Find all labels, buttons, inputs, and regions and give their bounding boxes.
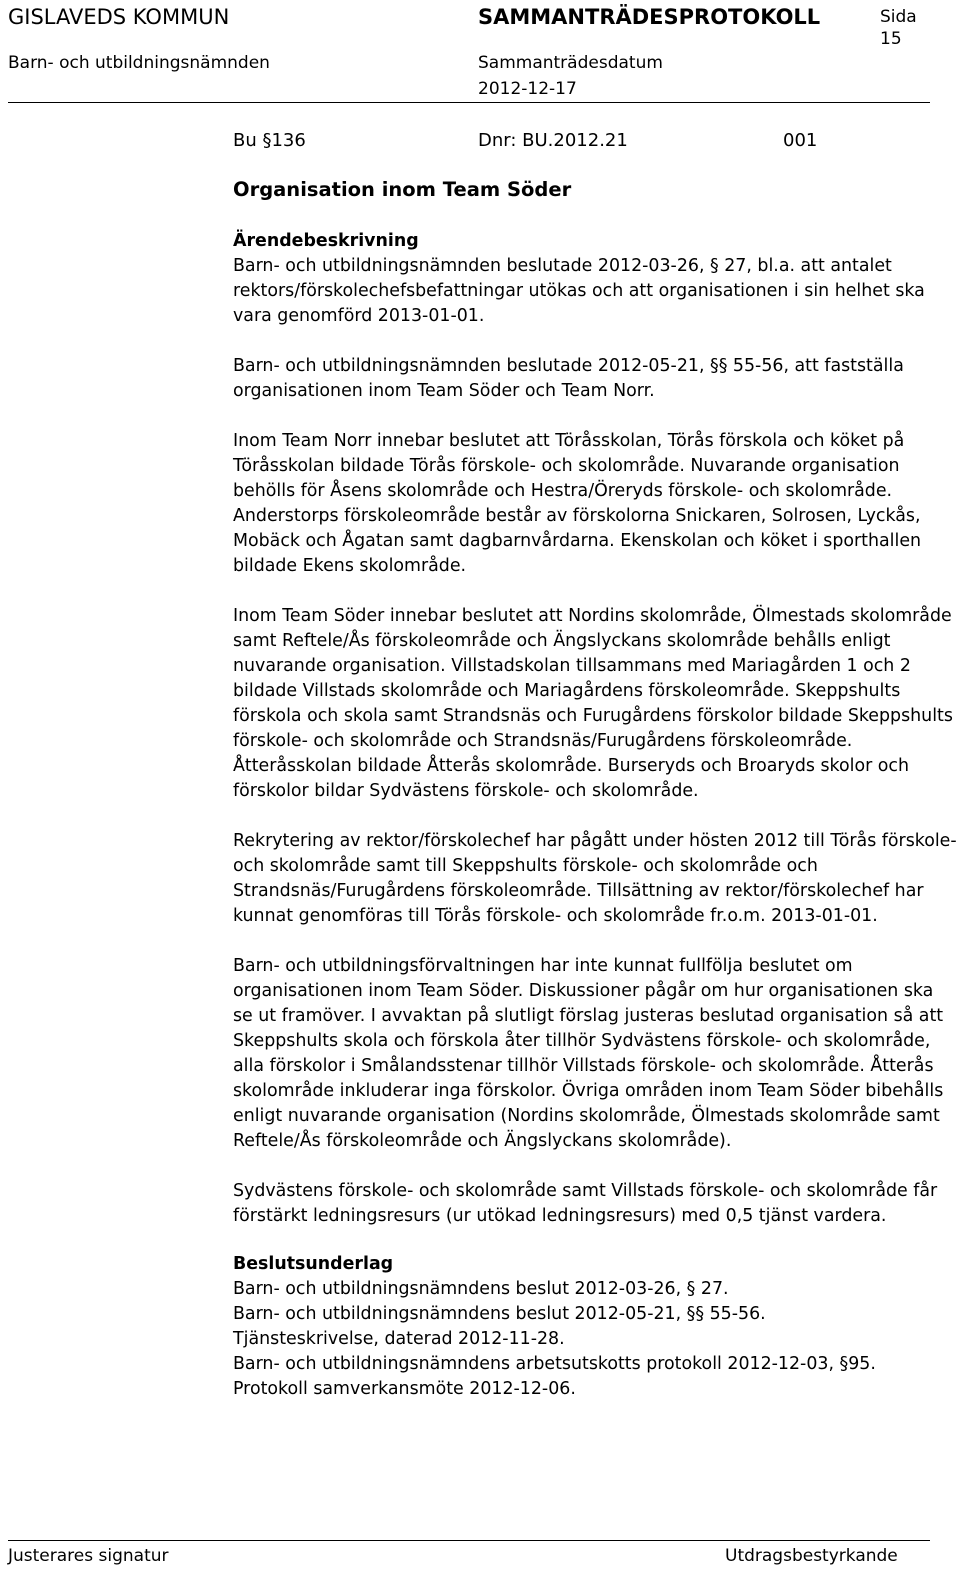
basis-item: Tjänsteskrivelse, daterad 2012-11-28. [233,1329,565,1349]
case-title: Organisation inom Team Söder [233,178,572,201]
committee-name: Barn- och utbildningsnämnden [8,53,270,73]
paragraph-1: Barn- och utbildningsnämnden beslutade 2012-03-26, § 27, bl.a. att antalet rektors/förskolechefsbefattningar utökas och att organisationen i sin helhet ska vara genomförd 2013-01-01. [233,256,925,326]
meeting-date: 2012-12-17 [478,79,577,99]
page-label: Sida [880,7,917,27]
doc-type: SAMMANTRÄDESPROTOKOLL [478,5,821,29]
paragraph-4: Inom Team Söder innebar beslutet att Nordins skolområde, Ölmestads skolområde samt Reftele/Ås förskoleområde och Ängslyckans skolområde behålls enligt nuvarande organisation. Villstadskolan tillsammans med Mariagården 1 och 2 bildade Villstads skolområde och Mariagårdens förskoleområde. Skeppshults förskola och skola samt Strandsnäs och Furugårdens förskolor bildade Skeppshults förskole- och skolområde och Strandsnäs/Furugårdens förskoleområde. Åtteråsskolan bildade Åtterås skolområde. Burseryds och Broaryds skolor och förskolor bildar Sydvästens förskole- och skolområde. [233,606,953,801]
basis-item: Barn- och utbildningsnämndens arbetsutskotts protokoll 2012-12-03, §95. [233,1354,876,1374]
footer-certification-label: Utdragsbestyrkande [725,1546,898,1566]
paragraph-5: Rekrytering av rektor/förskolechef har pågått under hösten 2012 till Törås förskole- och skolområde samt till Skeppshults förskole- och skolområde och Strandsnäs/Furugårdens förskoleområde. Tillsättning av rektor/förskolechef har kunnat genomföras till Törås förskole- och skolområde fr.o.m. 2013-01-01. [233,831,957,926]
case-dnr: Dnr: BU.2012.21 [478,130,628,151]
page-number: 15 [880,29,902,49]
basis-item: Protokoll samverkansmöte 2012-12-06. [233,1379,576,1399]
case-code: 001 [783,130,818,151]
case-number: Bu §136 [233,130,306,151]
header-rule [8,102,930,103]
paragraph-2: Barn- och utbildningsnämnden beslutade 2012-05-21, §§ 55-56, att fastställa organisationen inom Team Söder och Team Norr. [233,356,904,401]
org-name: GISLAVEDS KOMMUN [8,5,230,29]
date-label: Sammanträdesdatum [478,53,663,73]
footer-signature-label: Justerares signatur [8,1546,169,1566]
paragraph-3: Inom Team Norr innebar beslutet att Töråsskolan, Törås förskola och köket på Töråsskolan bildade Törås förskole- och skolområde. Nuvarande organisation behölls för Åsens skolområde och Hestra/Öreryds förskole- och skolområde. Anderstorps förskoleområde består av förskolorna Snickaren, Solrosen, Lyckås, Mobäck och Ågatan samt dagbarnvårdarna. Ekenskolan och köket i sporthallen bildade Ekens skolområde. [233,431,922,576]
basis-item: Barn- och utbildningsnämndens beslut 2012-03-26, § 27. [233,1279,729,1299]
basis-heading: Beslutsunderlag [233,1254,394,1274]
paragraph-7: Sydvästens förskole- och skolområde samt Villstads förskole- och skolområde får förstärkt ledningsresurs (ur utökad ledningsresurs) med 0,5 tjänst vardera. [233,1181,938,1226]
document-body [233,229,957,1402]
description-heading: Ärendebeskrivning [233,231,419,251]
basis-item: Barn- och utbildningsnämndens beslut 2012-05-21, §§ 55-56. [233,1304,766,1324]
paragraph-6: Barn- och utbildningsförvaltningen har inte kunnat fullfölja beslutet om organisationen inom Team Söder. Diskussioner pågår om hur organisationen ska se ut framöver. I avvaktan på slutligt förslag justeras beslutad organisation så att Skeppshults skola och förskola åter tillhör Sydvästens förskole- och skolområde, alla förskolor i Smålandsstenar tillhör Villstads förskole- och skolområde. Åtterås skolområde inkluderar inga förskolor. Övriga områden inom Team Söder bibehålls enligt nuvarande organisation (Nordins skolområde, Ölmestads skolområde samt Reftele/Ås förskoleområde och Ängslyckans skolområde). [233,956,944,1151]
footer-rule [8,1540,930,1541]
